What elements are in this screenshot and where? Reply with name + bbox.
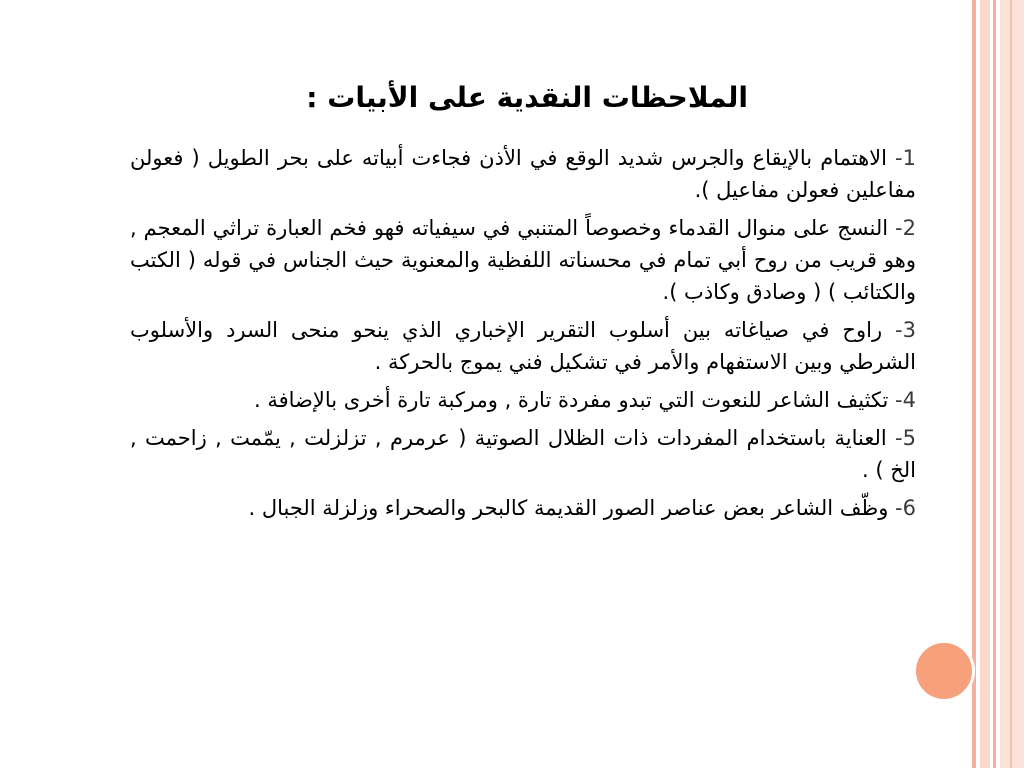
point-6 [130, 492, 916, 524]
point-number: 5- [895, 426, 916, 450]
point-3 [130, 314, 916, 378]
point-number: 3- [895, 318, 916, 342]
point-number: 1- [895, 146, 916, 170]
point-text: النسج على منوال القدماء وخصوصاً المتنبي في سيفياته فهو فخم العبارة تراثي المعجم , وهو قريب من روح أبي تمام في محسناته اللفظية والمعنوية حيث الجناس في قوله ( الكتب والكتائب ) ( وصادق وكاذب ). [130, 216, 916, 304]
point-1 [130, 142, 916, 206]
point-text: الاهتمام بالإيقاع والجرس شديد الوقع في الأذن فجاءت أبياته على بحر الطويل ( فعولن مفاعلين فعولن مفاعيل ). [130, 146, 916, 202]
point-text: العناية باستخدام المفردات ذات الظلال الصوتية ( عرمرم , تزلزلت , يمّمت , زاحمت , الخ ) . [130, 426, 916, 482]
decorative-stripe [972, 0, 976, 768]
slide-title: الملاحظات النقدية على الأبيات : [306, 81, 748, 114]
point-number: 2- [895, 216, 916, 240]
point-number: 4- [895, 388, 916, 412]
point-4 [130, 384, 916, 416]
point-text: تكثيف الشاعر للنعوت التي تبدو مفردة تارة , ومركبة تارة أخرى بالإضافة . [253, 388, 896, 412]
points-list [130, 142, 916, 530]
point-2 [130, 212, 916, 308]
point-number: 6- [895, 496, 916, 520]
decorative-circle [913, 640, 975, 702]
point-5 [130, 422, 916, 486]
point-text: راوح في صياغاته بين أسلوب التقرير الإخباري الذي ينحو منحى السرد والأسلوب الشرطي وبين الاستفهام والأمر في تشكيل فني يموج بالحركة . [130, 318, 916, 374]
decorative-stripe [993, 0, 996, 768]
point-text: وظّف الشاعر بعض عناصر الصور القديمة كالبحر والصحراء وزلزلة الجبال . [248, 496, 896, 520]
decorative-stripe [1010, 0, 1012, 768]
decorative-stripe [1000, 0, 1024, 768]
decorative-stripe [980, 0, 990, 768]
